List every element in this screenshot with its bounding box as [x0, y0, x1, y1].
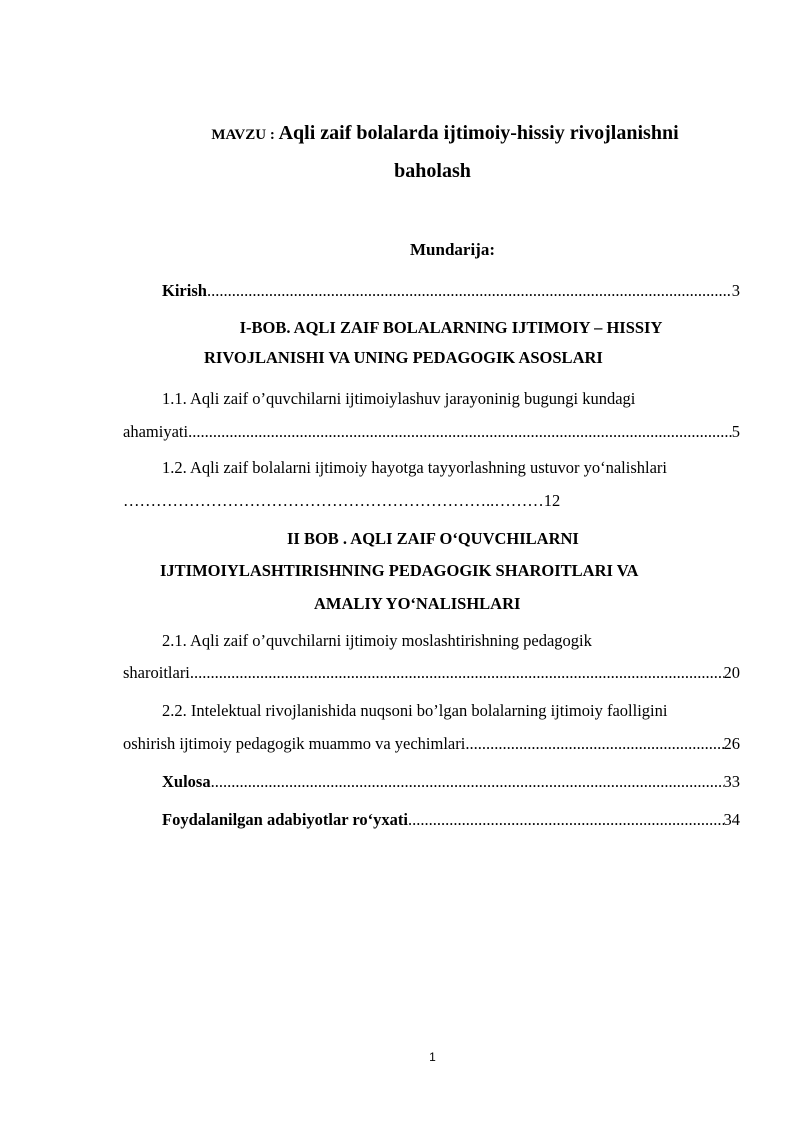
toc-leader-dots [465, 734, 723, 754]
toc-leader-dots [188, 422, 732, 442]
toc-chapter2-line1: II BOB . AQLI ZAIF O‘QUVCHILARNI [287, 529, 579, 548]
toc-page-number: 34 [723, 810, 740, 829]
toc-entry-section-2-1 [123, 663, 740, 683]
toc-entry-label: ahamiyati [123, 422, 189, 441]
toc-entry-label: sharoitlari [123, 663, 190, 682]
toc-heading: Mundarija: [410, 240, 495, 259]
toc-entry-conclusion [162, 772, 740, 792]
toc-leader-dots [408, 810, 723, 830]
toc-entry-section-1-1 [123, 422, 740, 442]
toc-leader-dots [211, 772, 724, 792]
toc-entry-section-2-2 [123, 734, 740, 754]
title-text: Aqli zaif bolalarda ijtimoiy-hissiy rivojlanishni [278, 122, 679, 144]
toc-entry-intro [162, 281, 740, 301]
toc-entry-label: Kirish [162, 281, 207, 300]
toc-section-1-2-line2: …………………………………………………………..………12 [123, 491, 561, 510]
toc-leader-dots [190, 663, 724, 683]
toc-chapter2-line3: AMALIY YO‘NALISHLARI [314, 594, 521, 613]
title-prefix: MAVZU : [211, 127, 279, 143]
toc-section-2-1-line1: 2.1. Aqli zaif o’quvchilarni ijtimoiy moslashtirishning pedagogik [162, 631, 592, 650]
toc-page-number: 3 [731, 281, 740, 300]
toc-leader-dots [207, 281, 732, 301]
toc-chapter1-line2: RIVOJLANISHI VA UNING PEDAGOGIK ASOSLARI [204, 348, 603, 367]
toc-chapter1-line1: I-BOB. AQLI ZAIF BOLALARNING IJTIMOIY – HISSIY [239, 318, 663, 337]
toc-page-number: 20 [723, 663, 740, 682]
toc-page-number: 5 [731, 422, 740, 441]
toc-entry-label: Xulosa [162, 772, 211, 791]
toc-entry-label: Foydalanilgan adabiyotlar ro‘yxati [162, 810, 409, 829]
toc-section-2-2-line1: 2.2. Intelektual rivojlanishida nuqsoni bo’lgan bolalarning ijtimoiy faolligini [162, 701, 668, 720]
page-number: 1 [429, 1050, 436, 1064]
toc-page-number: 33 [723, 772, 740, 791]
toc-chapter2-line2: IJTIMOIYLASHTIRISHNING PEDAGOGIK SHAROITLARI VA [160, 561, 639, 580]
document-title-line2: baholash [394, 160, 471, 182]
toc-section-1-1-line1: 1.1. Aqli zaif o’quvchilarni ijtimoiylashuv jarayoninig bugungi kundagi [162, 389, 636, 408]
toc-section-1-2-line1: 1.2. Aqli zaif bolalarni ijtimoiy hayotga tayyorlashning ustuvor yo‘nalishlari [162, 458, 667, 477]
toc-entry-label: oshirish ijtimoiy pedagogik muammo va yechimlari [123, 734, 466, 753]
toc-page-number: 26 [723, 734, 740, 753]
toc-entry-references [162, 810, 740, 830]
document-title [0, 122, 800, 145]
